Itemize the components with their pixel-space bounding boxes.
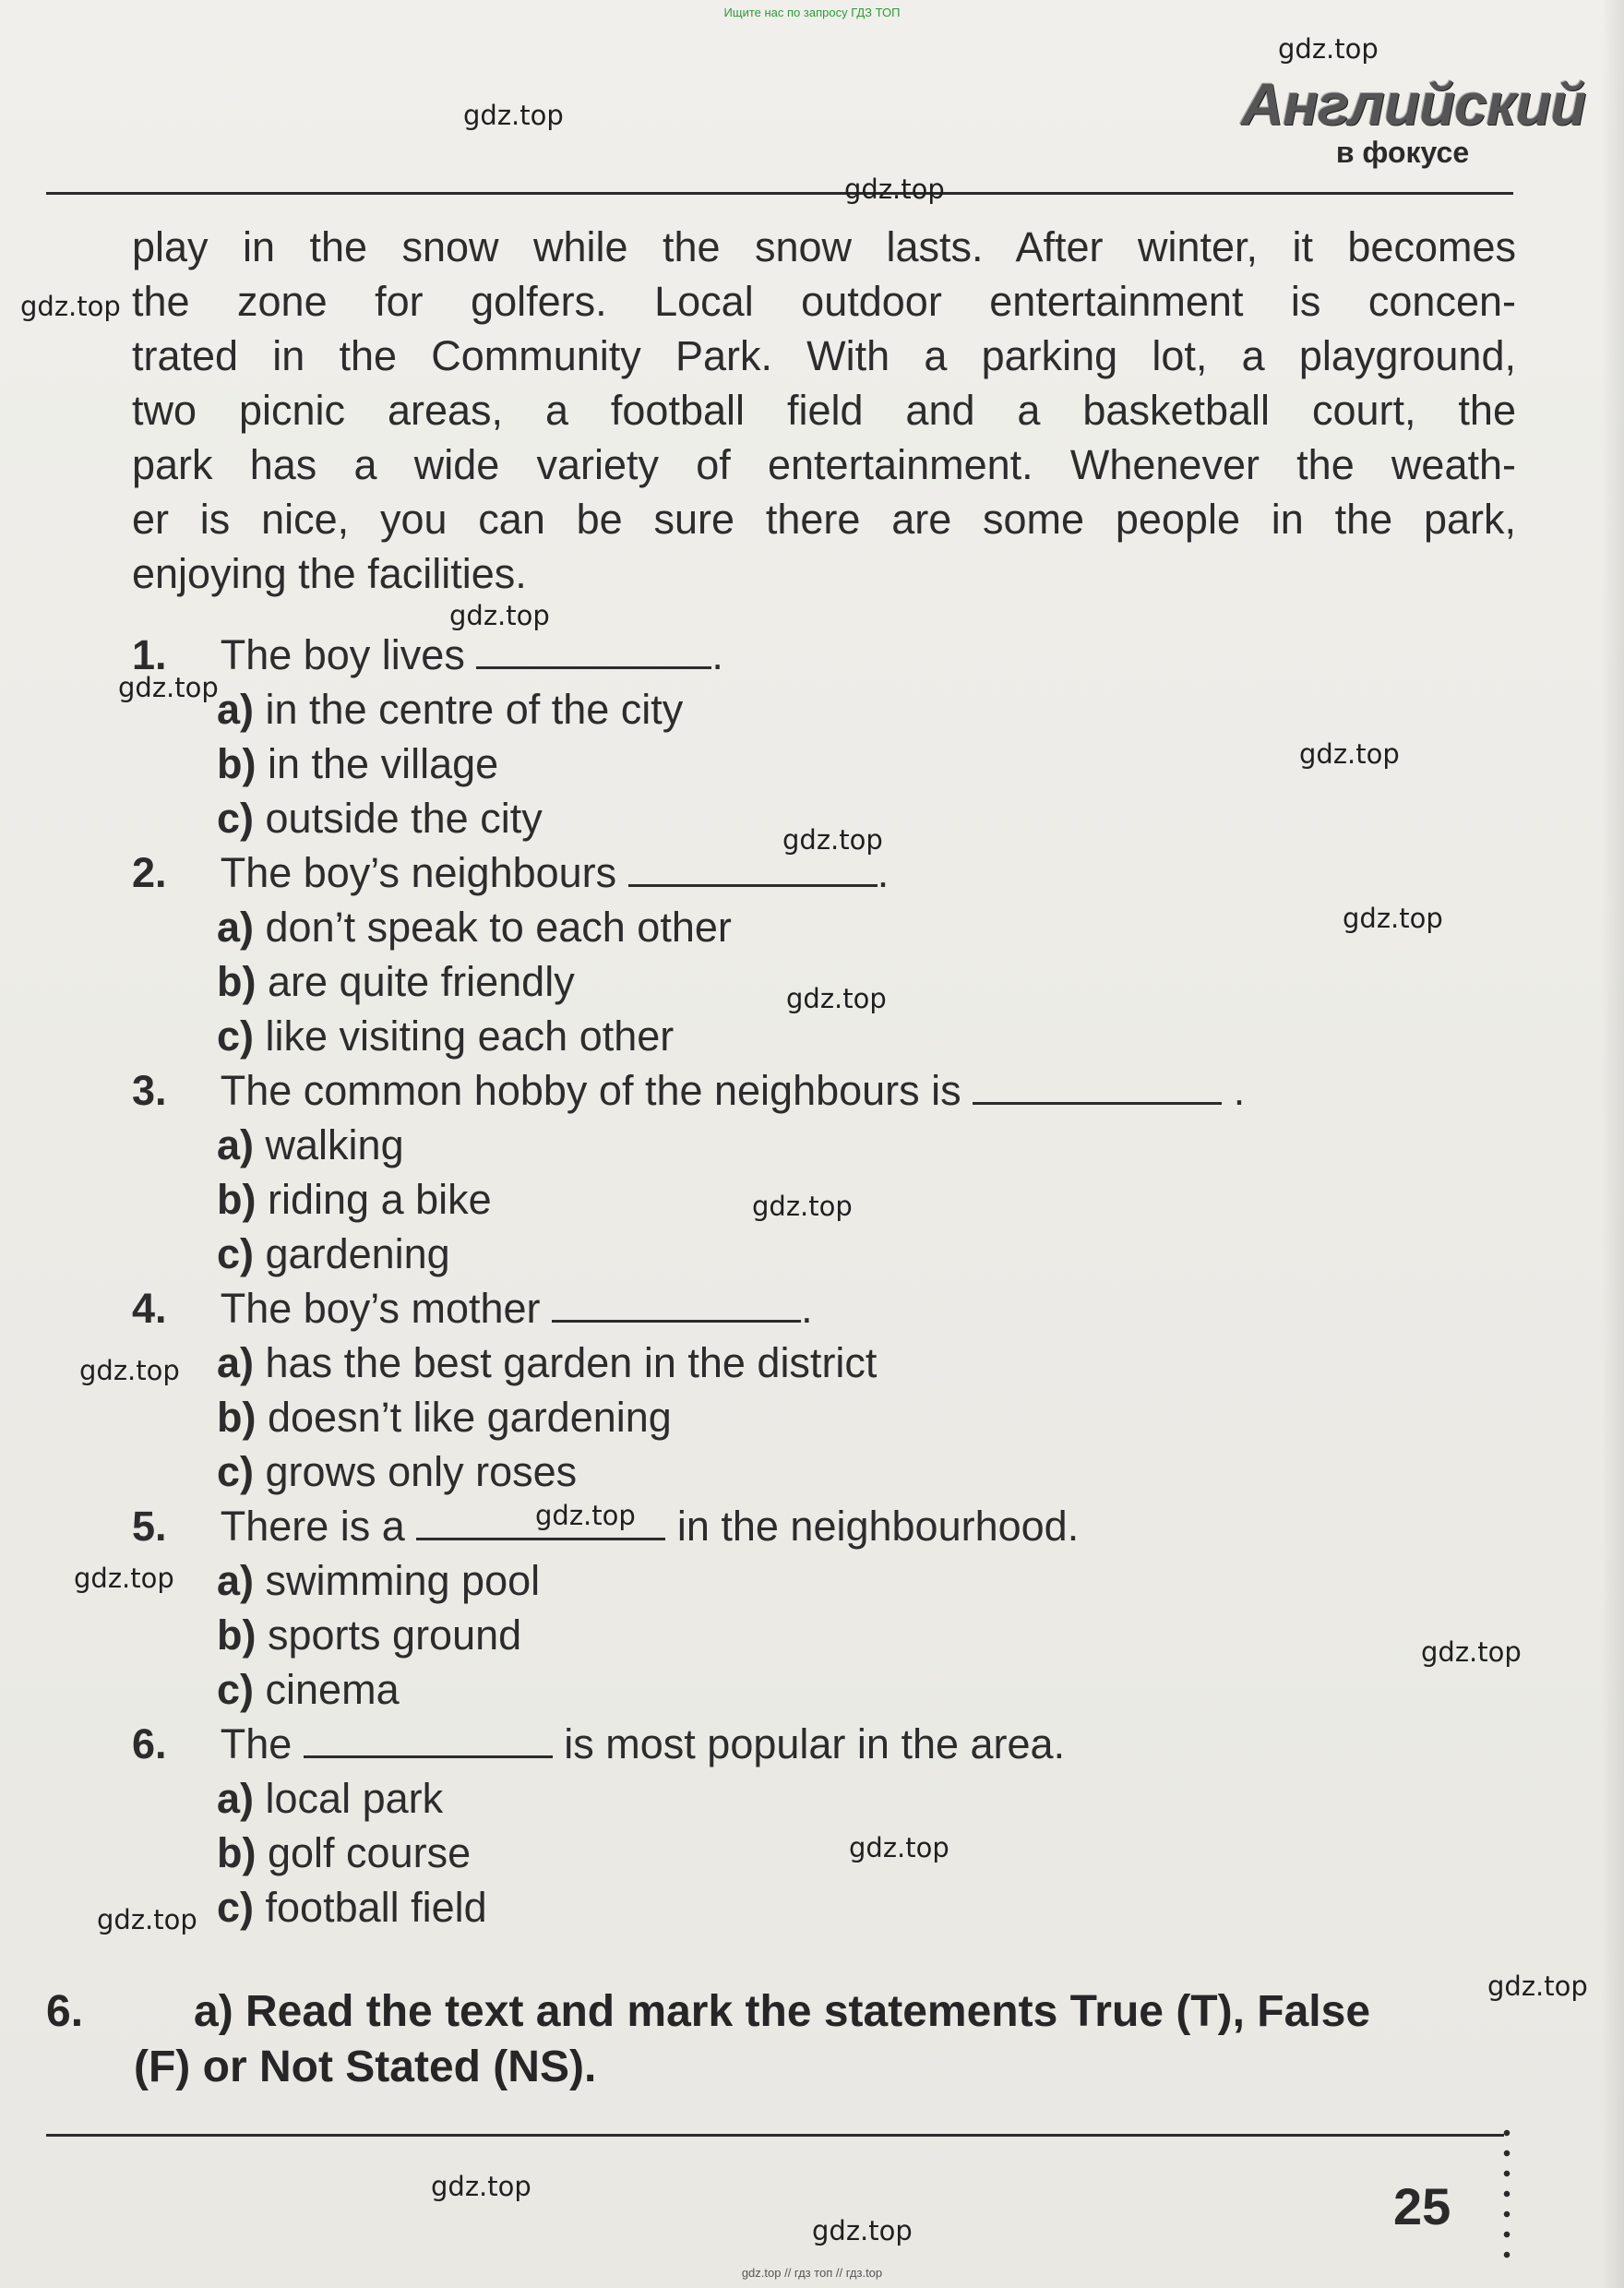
book-logo [1241,71,1586,169]
instruction-line-1 [46,1984,1522,2040]
option-5c[interactable] [132,1662,1516,1717]
paragraph-line: the zone for golfers. Local outdoor entertainment is concen- [132,278,1516,325]
option-letter: c) [217,1884,255,1931]
watermark: gdz.top [1421,1636,1522,1668]
watermark: gdz.top [1487,1971,1588,2002]
option-text: like visiting each other [265,1012,675,1060]
footer-divider [46,2134,1504,2137]
watermark: gdz.top [449,600,550,631]
reading-paragraph [132,220,1516,601]
watermark: gdz.top [535,1500,636,1531]
answer-blank[interactable] [973,1065,1222,1105]
watermark: gdz.top [782,824,883,856]
option-2a[interactable] [132,900,1516,954]
watermark: gdz.top [786,983,887,1014]
question-number: 6. [132,1720,167,1767]
question-number: 5. [132,1503,167,1550]
question-text-end: is most popular in the area. [564,1720,1066,1767]
option-6b[interactable] [132,1826,1516,1880]
top-banner[interactable]: Ищите нас по запросу ГДЗ ТОП [723,6,901,19]
option-5b[interactable] [132,1608,1516,1662]
question-text: The boy’s neighbours [220,849,617,896]
watermark: gdz.top [812,2215,913,2246]
option-4c[interactable] [132,1444,1516,1499]
option-text: in the centre of the city [265,686,684,733]
watermark: gdz.top [1299,738,1400,770]
option-text: in the village [268,740,499,787]
option-3a[interactable] [132,1118,1516,1172]
option-letter: a) [217,1339,255,1386]
option-5a[interactable] [132,1553,1516,1608]
option-text: cinema [265,1666,400,1713]
watermark: gdz.top [1278,33,1379,65]
instruction-line-2: (F) or Not Stated (NS). [134,2042,597,2091]
option-text: doesn’t like gardening [268,1394,672,1441]
option-letter: c) [217,1666,255,1713]
answer-blank[interactable] [304,1719,553,1758]
option-letter: a) [217,1557,255,1604]
question-text-end: . [711,631,723,678]
page-edge-shadow [1601,0,1624,2288]
logo-title: Английский [1241,71,1586,138]
margin-dots [1502,2123,1511,2261]
option-letter: a) [217,1775,255,1822]
question-text: The [220,1720,293,1767]
watermark: gdz.top [20,291,121,322]
watermark: gdz.top [463,100,564,131]
option-text: grows only roses [265,1448,578,1495]
exercise-number: 6. [46,1987,84,2036]
option-letter: c) [217,1230,255,1277]
option-6c[interactable] [132,1880,1516,1935]
question-text: The common hobby of the neighbours is [220,1067,961,1114]
option-letter: c) [217,1012,255,1060]
option-letter: a) [217,904,255,951]
instruction-text: a) Read the text and mark the statements True (T), False [194,1987,1371,2036]
option-3c[interactable] [132,1227,1516,1281]
option-text: golf course [268,1829,472,1876]
question-number: 1. [132,631,167,678]
header-divider [46,192,1513,195]
paragraph-line: play in the snow while the snow lasts. After winter, it becomes [132,223,1516,270]
question-text-end: . [801,1285,813,1332]
option-text: football field [265,1884,487,1931]
option-text: swimming pool [265,1557,541,1604]
option-text: walking [265,1121,404,1168]
option-text: don’t speak to each other [265,904,732,951]
option-text: riding a bike [268,1176,492,1223]
paragraph-line: trated in the Community Park. With a parking lot, a playground, [132,332,1516,379]
option-letter: a) [217,686,255,733]
option-4b[interactable] [132,1390,1516,1444]
option-1a[interactable] [132,682,1516,737]
answer-blank[interactable] [552,1283,801,1323]
watermark: gdz.top [79,1355,180,1386]
paragraph-line: er is nice, you can be sure there are some people in the park, [132,496,1516,543]
option-letter: c) [217,1448,255,1495]
question-text: The boy’s mother [220,1285,541,1332]
logo-subtitle: в фокусе [1335,136,1470,169]
answer-blank[interactable] [476,629,711,669]
question-3 [132,1063,1516,1118]
paragraph-line: park has a wide variety of entertainment. Whenever the weath- [132,441,1516,488]
question-number: 4. [132,1285,167,1332]
option-letter: b) [217,740,257,787]
question-text-end: in the neighbourhood. [676,1503,1080,1550]
paragraph-line: two picnic areas, a football field and a basketball court, the [132,387,1516,434]
page-number: 25 [1393,2177,1451,2235]
option-text: local park [265,1775,444,1822]
question-text: The boy lives [220,631,465,678]
option-text: gardening [265,1230,450,1277]
exercise-instruction [46,1984,1522,2095]
watermark: gdz.top [844,174,945,205]
option-4a[interactable] [132,1336,1516,1390]
question-text: There is a [220,1503,405,1550]
option-2c[interactable] [132,1009,1516,1063]
watermark: gdz.top [752,1191,853,1222]
watermark: gdz.top [431,2171,531,2202]
option-letter: b) [217,1611,257,1659]
option-text: sports ground [268,1611,522,1659]
question-text-end: . [877,849,890,896]
option-text: are quite friendly [268,958,575,1005]
watermark: gdz.top [849,1832,949,1863]
question-text-end: . [1233,1067,1246,1114]
option-letter: b) [217,1394,257,1441]
question-5 [132,1499,1516,1553]
option-text: has the best garden in the district [265,1339,878,1386]
question-number: 2. [132,849,167,896]
bottom-banner[interactable]: gdz.top // гдз топ // гдз.top [741,2266,883,2280]
question-4 [132,1281,1516,1336]
question-1 [132,628,1516,682]
option-letter: a) [217,1121,255,1168]
option-letter: b) [217,1829,257,1876]
watermark: gdz.top [118,672,219,703]
question-number: 3. [132,1067,167,1114]
paragraph-line: enjoying the facilities. [132,550,527,597]
watermark: gdz.top [1343,903,1443,934]
watermark: gdz.top [74,1563,174,1594]
option-text: outside the city [265,795,543,842]
option-letter: b) [217,1176,257,1223]
option-letter: c) [217,795,255,842]
option-letter: b) [217,958,257,1005]
watermark: gdz.top [97,1904,197,1935]
question-6 [132,1717,1516,1771]
option-6a[interactable] [132,1771,1516,1826]
